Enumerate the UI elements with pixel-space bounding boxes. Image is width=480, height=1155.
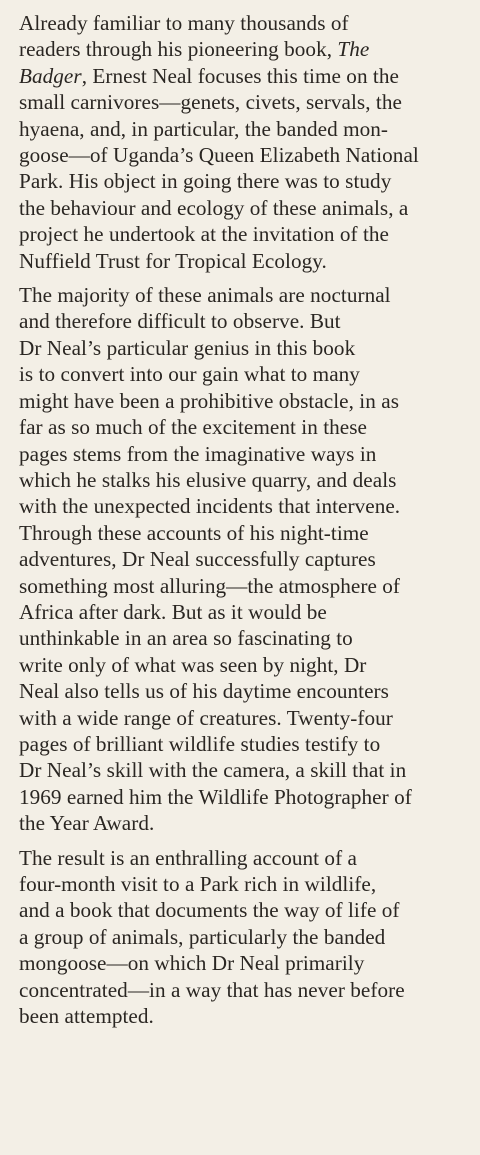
text-segment: a group of animals, particularly the banded	[19, 924, 386, 949]
text-line	[19, 897, 480, 923]
paragraph-3	[19, 845, 480, 1030]
text-segment: Dr Neal’s skill with the camera, a skill that in	[19, 758, 407, 783]
text-segment: might have been a prohibitive obstacle, in as	[19, 388, 399, 413]
text-segment: which he stalks his elusive quarry, and deals	[19, 467, 397, 492]
text-line	[19, 678, 480, 704]
text-segment: pages stems from the imaginative ways in	[19, 441, 377, 466]
text-segment: and a book that documents the way of life of	[19, 898, 400, 923]
text-line	[19, 282, 480, 308]
text-line	[19, 599, 480, 625]
text-segment: mongoose—on which Dr Neal primarily	[19, 951, 365, 976]
text-line	[19, 705, 480, 731]
text-line	[19, 924, 480, 950]
text-segment: small carnivores—genets, civets, servals, the	[19, 90, 402, 115]
blurb-text	[19, 10, 480, 1029]
text-line	[19, 546, 480, 572]
text-line	[19, 248, 480, 274]
text-line	[19, 142, 480, 168]
text-segment: Nuffield Trust for Tropical Ecology.	[19, 248, 327, 273]
text-segment: is to convert into our gain what to many	[19, 362, 360, 387]
paragraph-2	[19, 282, 480, 837]
text-line	[19, 195, 480, 221]
text-segment: with the unexpected incidents that intervene.	[19, 494, 401, 519]
text-line	[19, 63, 480, 89]
text-line	[19, 36, 480, 62]
text-line	[19, 441, 480, 467]
text-line	[19, 784, 480, 810]
text-segment: write only of what was seen by night, Dr	[19, 652, 367, 677]
text-line	[19, 493, 480, 519]
text-segment: hyaena, and, in particular, the banded mon-	[19, 116, 388, 141]
text-segment: The majority of these animals are nocturnal	[19, 283, 391, 308]
book-title-italic: The	[337, 37, 370, 62]
text-segment: something most alluring—the atmosphere of	[19, 573, 401, 598]
text-segment: 1969 earned him the Wildlife Photographer of	[19, 784, 412, 809]
text-line	[19, 731, 480, 757]
text-segment: far as so much of the excitement in these	[19, 415, 367, 440]
text-segment: Park. His object in going there was to study	[19, 169, 392, 194]
text-line	[19, 573, 480, 599]
text-segment: with a wide range of creatures. Twenty-four	[19, 705, 393, 730]
text-line	[19, 10, 480, 36]
text-line	[19, 845, 480, 871]
text-segment: concentrated—in a way that has never before	[19, 977, 405, 1002]
text-line	[19, 810, 480, 836]
text-line	[19, 168, 480, 194]
text-line	[19, 977, 480, 1003]
text-segment: four-month visit to a Park rich in wildlife,	[19, 872, 377, 896]
text-segment: project he undertook at the invitation of the	[19, 222, 389, 247]
text-segment: Dr Neal’s particular genius in this book	[19, 335, 356, 360]
text-segment: goose—of Uganda’s Queen Elizabeth National	[19, 143, 419, 168]
text-line	[19, 871, 480, 897]
text-segment: been attempted.	[19, 1004, 154, 1029]
text-line	[19, 308, 480, 334]
text-line	[19, 388, 480, 414]
text-segment: The result is an enthralling account of a	[19, 845, 357, 870]
text-line	[19, 221, 480, 247]
text-line	[19, 950, 480, 976]
text-segment: adventures, Dr Neal successfully captures	[19, 547, 376, 572]
text-segment: unthinkable in an area so fascinating to	[19, 626, 353, 651]
text-line	[19, 89, 480, 115]
text-line	[19, 625, 480, 651]
text-segment: the behaviour and ecology of these animals, a	[19, 195, 409, 220]
text-segment: Already familiar to many thousands of	[19, 11, 349, 35]
text-segment: Neal also tells us of his daytime encounters	[19, 679, 389, 704]
text-segment: the Year Award.	[19, 811, 155, 836]
text-line	[19, 467, 480, 493]
text-segment: pages of brilliant wildlife studies testify to	[19, 731, 381, 756]
text-line	[19, 1003, 480, 1029]
text-line	[19, 335, 480, 361]
text-segment: Africa after dark. But as it would be	[19, 599, 327, 624]
text-segment: , Ernest Neal focuses this time on the	[81, 63, 399, 88]
text-line	[19, 116, 480, 142]
text-line	[19, 361, 480, 387]
text-segment: and therefore difficult to observe. But	[19, 309, 341, 334]
paragraph-1	[19, 10, 480, 274]
book-title-italic: Badger	[19, 63, 82, 88]
text-segment: readers through his pioneering book,	[19, 37, 338, 62]
text-line	[19, 757, 480, 783]
text-line	[19, 414, 480, 440]
text-segment: Through these accounts of his night-time	[19, 520, 369, 545]
text-line	[19, 520, 480, 546]
text-line	[19, 652, 480, 678]
